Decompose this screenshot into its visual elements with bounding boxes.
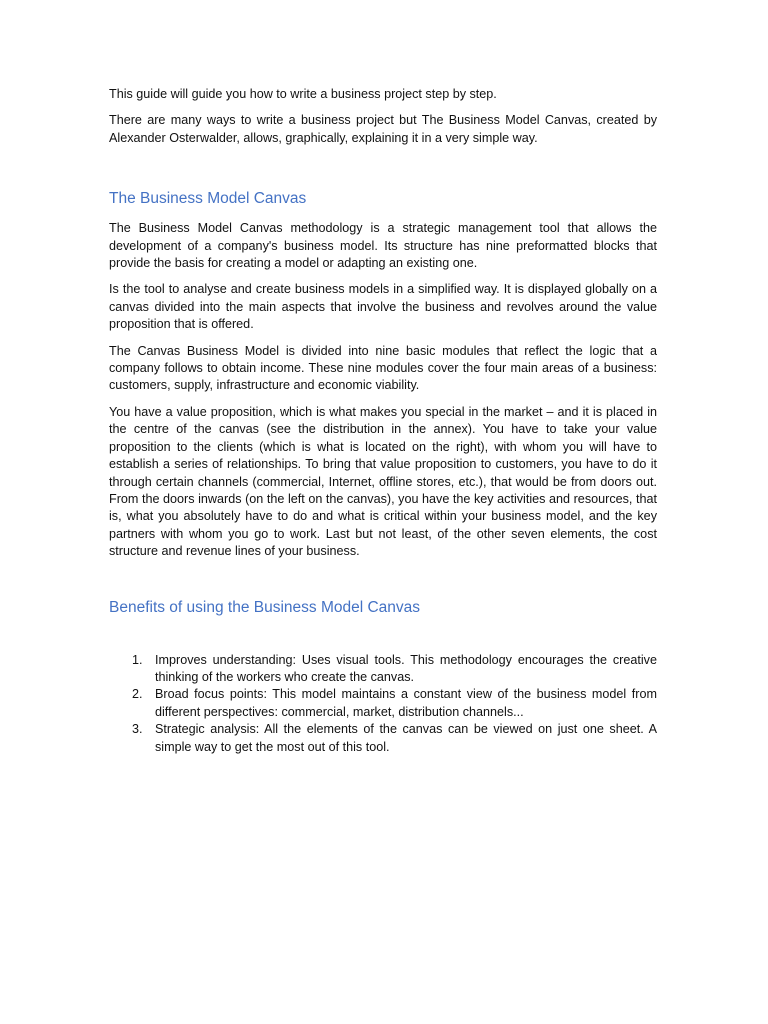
list-number: 1. xyxy=(132,652,143,667)
section-heading-benefits: Benefits of using the Business Model Canvas xyxy=(109,598,421,616)
canvas-paragraph-3: The Canvas Business Model is divided into nine basic modules that reflect the logic that a company follows to obtain income. These nine modules cover the four main areas of a business: customers, supply, infrastructure and economic viability. xyxy=(109,343,657,393)
list-item xyxy=(109,652,657,687)
intro-line: This guide will guide you how to write a business project step by step. xyxy=(109,87,497,101)
canvas-paragraph-2: Is the tool to analyse and create business models in a simplified way. It is displayed globally on a canvas divided into the main aspects that involve the business and revolves around the value proposition that is offered. xyxy=(109,282,657,332)
list-item xyxy=(109,686,657,721)
list-item-text: Strategic analysis: All the elements of the canvas can be viewed on just one sheet. A simple way to get the most out of this tool. xyxy=(155,722,657,754)
canvas-paragraph-4: You have a value proposition, which is what makes you special in the market – and it is placed in the centre of the canvas (see the distribution in the annex). You have to take your value proposition to the clients (which is what is located on the right), with whom you will have to establish a series of relationships. To bring that value proposition to customers, you have to do it through certain channels (commercial, Internet, offline stores, etc.), that would be from doors out. From the doors inwards (on the left on the canvas), you have the key activities and resources, that is, what you absolutely have to do and what is critical within your business model, and the key partners with whom you go to work. Last but not least, of the other seven elements, the cost structure and revenue lines of your business. xyxy=(109,404,657,559)
benefits-list xyxy=(109,652,657,756)
canvas-paragraph-1: The Business Model Canvas methodology is a strategic management tool that allows the development of a company's business model. Its structure has nine preformatted blocks that provide the basis for creating a model or adapting an existing one. xyxy=(109,221,657,271)
document-page xyxy=(109,86,657,756)
section-heading-canvas: The Business Model Canvas xyxy=(109,190,307,208)
intro-paragraph: There are many ways to write a business project but The Business Model Canvas, created by Alexander Osterwalder, allows, graphically, explaining it in a very simple way. xyxy=(109,113,657,145)
list-number: 2. xyxy=(132,687,143,702)
list-item-text: Broad focus points: This model maintains a constant view of the business model from different perspectives: commercial, market, distribution channels... xyxy=(155,687,657,719)
list-item xyxy=(109,721,657,756)
list-number: 3. xyxy=(132,722,143,737)
list-item-text: Improves understanding: Uses visual tools. This methodology encourages the creative thinking of the workers who create the canvas. xyxy=(155,652,657,684)
